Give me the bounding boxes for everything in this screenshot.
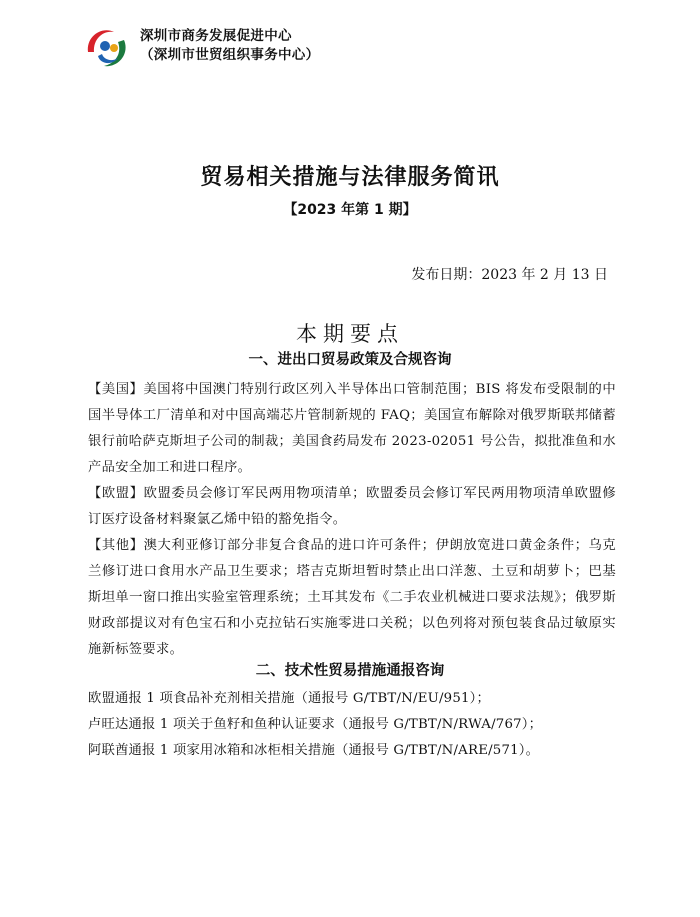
section1-heading: 一、进出口贸易政策及合规咨询 [248,352,452,368]
paragraph-us [88,377,616,481]
issue-number: 【2023 年第 1 期】 [283,202,417,218]
paragraph-other [88,533,616,663]
tag-eu: 【欧盟】 [88,486,144,501]
organization-name [140,27,319,65]
paragraph-eu [88,481,616,533]
logo-orange-dot [110,44,118,52]
header [78,18,319,74]
paragraph-us-text: 美国将中国澳门特别行政区列入半导体出口管制范围；BIS 将发布受限制的中国半导体工厂清单和对中国高端芯片管制新规的 FAQ；美国宣布解除对俄罗斯联邦储蓄银行前哈萨克斯坦子公司的制裁；美国食药局发布 2023-02051 号公告，拟批准鱼和水产品安全加工和进口程序。 [88,382,616,475]
organization-logo-icon [78,18,134,74]
summary-title: 本期要点 [296,322,404,346]
notification-eu: 欧盟通报 1 项食品补充剂相关措施（通报号 G/TBT/N/EU/951）； [88,691,491,706]
org-name-line2: （深圳市世贸组织事务中心） [140,47,320,63]
paragraph-other-text: 澳大利亚修订部分非复合食品的进口许可条件；伊朗放宽进口黄金条件；乌克兰修订进口食用水产品卫生要求；塔吉克斯坦暂时禁止出口洋葱、土豆和胡萝卜；巴基斯坦单一窗口推出实验室管理系统；土耳其发布《二手农业机械进口要求法规》；俄罗斯财政部提议对有色宝石和小克拉钻石实施零进口关税；以色列将对预包装食品过敏原实施新标签要求。 [88,538,617,657]
tag-us: 【美国】 [88,382,144,397]
notification-rwanda: 卢旺达通报 1 项关于鱼籽和鱼种认证要求（通报号 G/TBT/N/RWA/767）； [88,717,543,732]
paragraph-eu-text: 欧盟委员会修订军民两用物项清单；欧盟委员会修订军民两用物项清单欧盟修订医疗设备材料聚氯乙烯中铅的豁免指令。 [88,486,617,527]
org-name-line1: 深圳市商务发展促进中心 [140,28,292,44]
section2-heading: 二、技术性贸易措施通报咨询 [255,663,445,679]
newsletter-title: 贸易相关措施与法律服务简讯 [200,165,500,190]
logo-blue-dot [100,41,110,51]
notification-uae: 阿联酋通报 1 项家用冰箱和冰柜相关措施（通报号 G/TBT/N/ARE/571）。 [88,743,540,758]
publish-date: 发布日期：2023 年 2 月 13 日 [411,267,608,283]
tag-other: 【其他】 [88,538,144,553]
